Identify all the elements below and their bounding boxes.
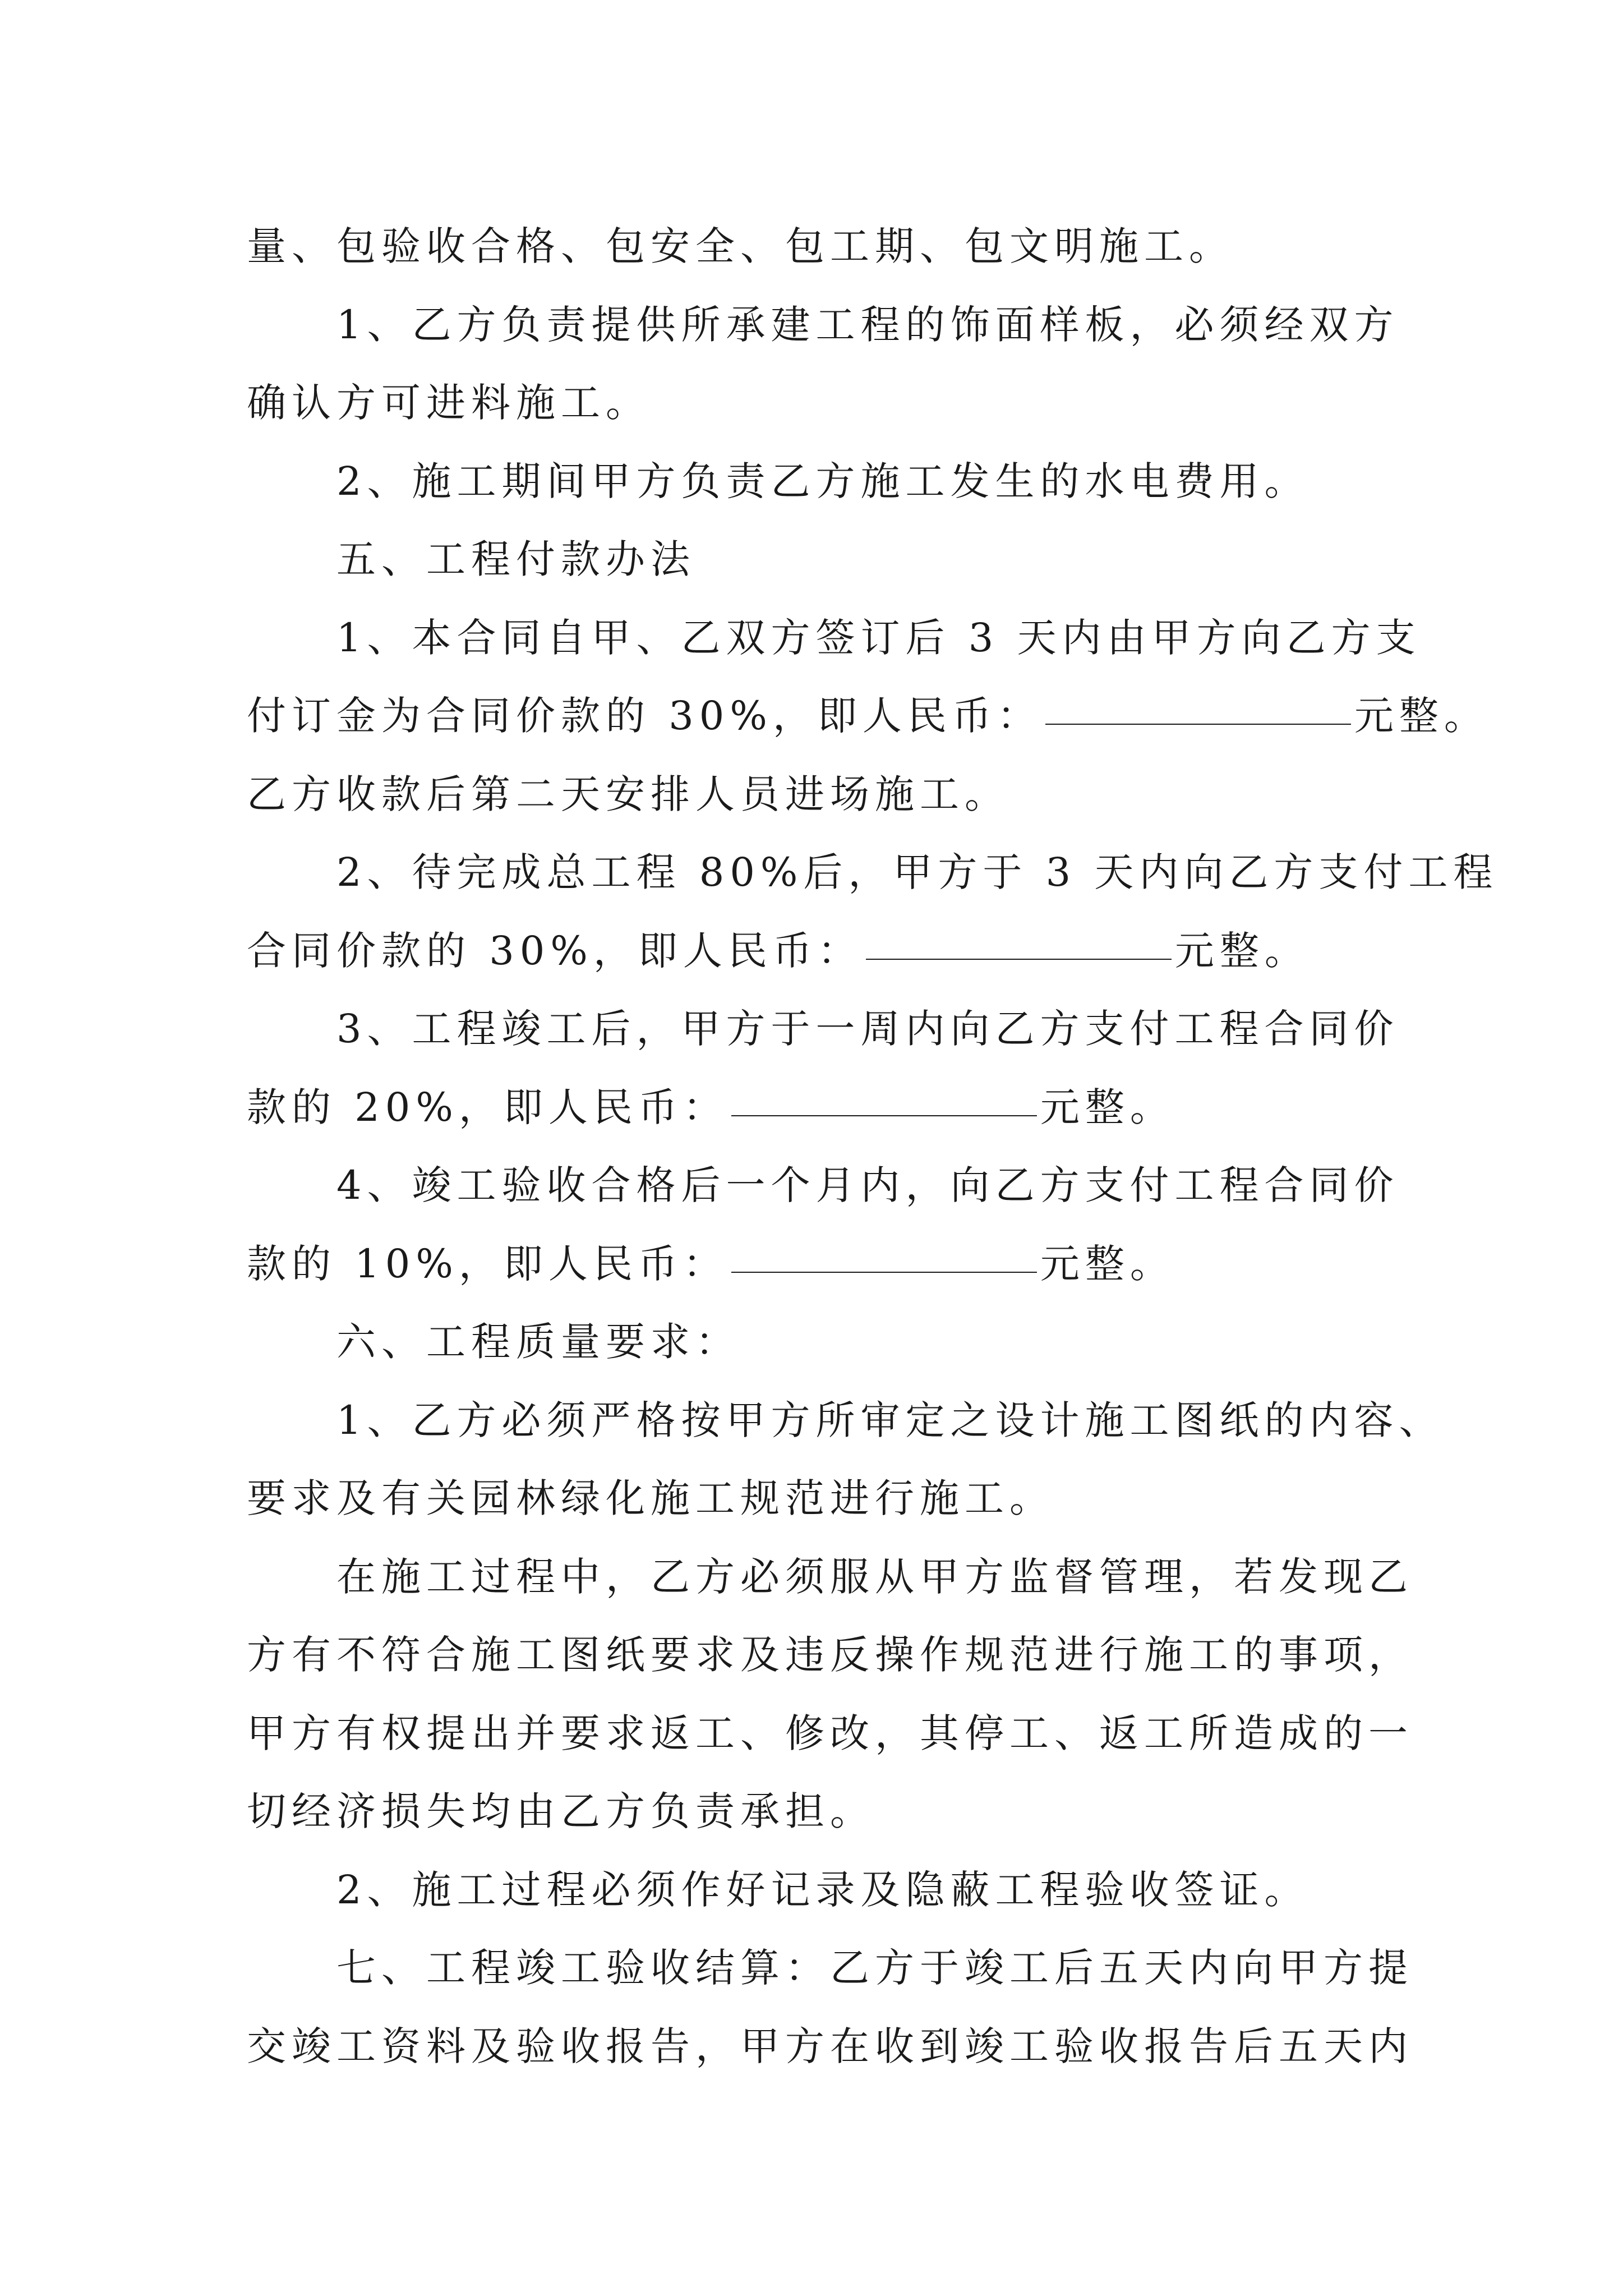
line-text: 要求及有关园林绿化施工规范进行施工。 <box>247 1475 1054 1521</box>
line-text: 方有不符合施工图纸要求及违反操作规范进行施工的事项， <box>247 1632 1413 1678</box>
line-text: 款的 20%，即人民币： <box>247 1084 728 1130</box>
amount-blank[interactable] <box>1045 684 1351 725</box>
line-text: 确认方可进料施工。 <box>247 380 651 426</box>
line-text: 五、工程付款办法 <box>336 536 695 582</box>
line-text: 量、包验收合格、包安全、包工期、包文明施工。 <box>247 223 1234 269</box>
line-text: 1、乙方负责提供所承建工程的饰面样板，必须经双方 <box>336 301 1399 348</box>
line-text: 4、竣工验收合格后一个月内，向乙方支付工程合同价 <box>336 1162 1399 1208</box>
text-line <box>247 286 1424 365</box>
line-text: 合同价款的 30%，即人民币： <box>247 927 863 974</box>
line-text: 六、工程质量要求： <box>336 1319 740 1365</box>
text-line <box>247 443 1424 521</box>
text-line <box>247 1616 1424 1695</box>
line-text: 乙方收款后第二天安排人员进场施工。 <box>247 771 1009 817</box>
line-text: 1、本合同自甲、乙双方签订后 3 天内由甲方向乙方支 <box>336 614 1421 661</box>
amount-blank[interactable] <box>731 1076 1037 1116</box>
text-line <box>247 1382 1444 1460</box>
text-line <box>247 1225 1424 1304</box>
line-text: 在施工过程中，乙方必须服从甲方监督管理，若发现乙 <box>336 1553 1413 1600</box>
section-heading <box>247 1929 1424 2008</box>
text-line <box>247 208 1424 286</box>
text-line <box>247 1538 1424 1617</box>
text-line <box>247 364 1424 443</box>
line-suffix: 元整。 <box>1354 693 1489 739</box>
line-text: 甲方有权提出并要求返工、修改，其停工、返工所造成的一 <box>247 1710 1413 1756</box>
line-suffix: 元整。 <box>1040 1084 1175 1130</box>
line-text: 2、施工期间甲方负责乙方施工发生的水电费用。 <box>336 458 1310 504</box>
text-line <box>247 1147 1424 1225</box>
text-line <box>247 1069 1424 1147</box>
line-text: 交竣工资料及验收报告，甲方在收到竣工验收报告后五天内 <box>247 2023 1413 2069</box>
amount-blank[interactable] <box>866 919 1172 960</box>
text-line <box>247 990 1424 1069</box>
line-text: 切经济损失均由乙方负责承担。 <box>247 1788 875 1834</box>
line-suffix: 元整。 <box>1174 927 1310 974</box>
section-heading <box>247 1303 1424 1382</box>
line-text: 款的 10%，即人民币： <box>247 1240 728 1287</box>
line-text: 付订金为合同价款的 30%，即人民币： <box>247 693 1042 739</box>
document-body <box>247 208 1498 2086</box>
amount-blank[interactable] <box>731 1232 1037 1273</box>
line-text: 七、工程竣工验收结算：乙方于竣工后五天内向甲方提 <box>336 1945 1413 1991</box>
text-line <box>247 912 1424 991</box>
line-text: 2、待完成总工程 80%后，甲方于 3 天内向乙方支付工程 <box>336 849 1498 895</box>
text-line <box>247 1460 1424 1538</box>
text-line <box>247 1773 1424 1851</box>
line-text: 1、乙方必须严格按甲方所审定之设计施工图纸的内容、 <box>336 1397 1444 1443</box>
text-line <box>247 834 1498 912</box>
line-text: 3、工程竣工后，甲方于一周内向乙方支付工程合同价 <box>336 1006 1399 1052</box>
text-line <box>247 756 1424 834</box>
line-suffix: 元整。 <box>1040 1240 1175 1287</box>
text-line <box>247 677 1489 756</box>
text-line <box>247 1695 1424 1773</box>
line-text: 2、施工过程必须作好记录及隐蔽工程验收签证。 <box>336 1866 1310 1913</box>
text-line <box>247 1851 1424 1930</box>
text-line <box>247 599 1424 678</box>
text-line <box>247 2008 1424 2086</box>
section-heading <box>247 521 1424 599</box>
